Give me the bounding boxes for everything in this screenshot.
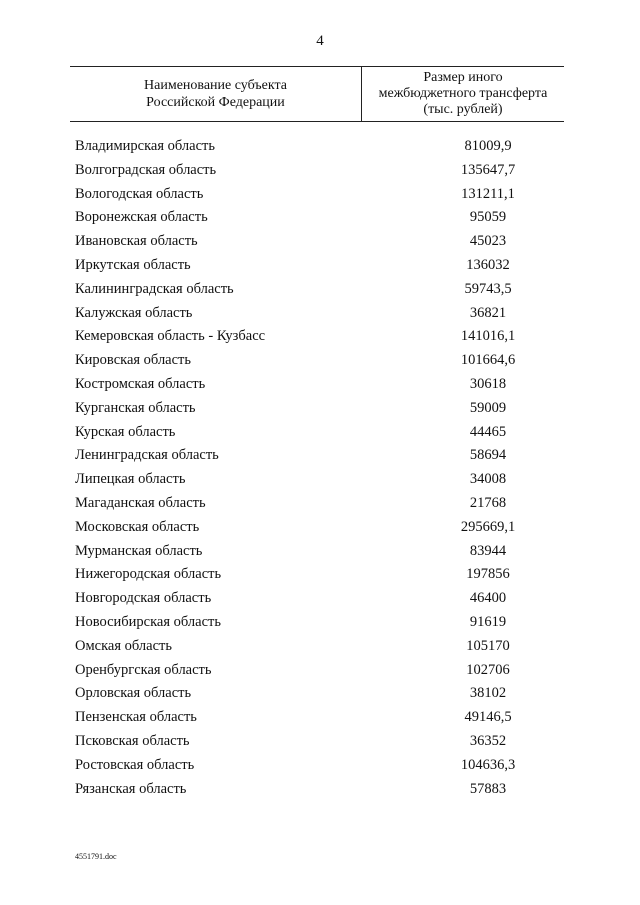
table-row: [75, 350, 564, 374]
table-row: [75, 279, 564, 303]
table-row: [75, 707, 564, 731]
region-name: Иркутская область: [75, 256, 191, 273]
transfer-amount: 34008: [469, 471, 507, 488]
transfer-amount: 141016,1: [460, 328, 516, 345]
region-name: Кировская область: [75, 352, 192, 369]
transfer-amount: 104636,3: [460, 756, 516, 773]
transfer-amount: 295669,1: [460, 518, 516, 535]
region-name: Вологодская область: [75, 185, 204, 202]
table-header: [70, 66, 564, 122]
region-name: Мурманская область: [75, 542, 203, 559]
region-name: Костромская область: [75, 375, 206, 392]
transfer-amount: 59009: [469, 399, 507, 416]
table-row: [75, 231, 564, 255]
region-name: Нижегородская область: [75, 566, 222, 583]
transfer-amount: 46400: [469, 590, 507, 607]
transfer-amount: 131211,1: [461, 185, 515, 202]
region-name: Курская область: [75, 423, 176, 440]
transfer-amount: 135647,7: [460, 161, 516, 178]
table-row: [75, 779, 564, 803]
table-row: [75, 755, 564, 779]
transfer-amount: 101664,6: [460, 352, 516, 369]
page-number: 4: [316, 33, 324, 49]
header-subject-name: Наименование субъекта Российской Федерации: [144, 78, 287, 110]
region-name: Рязанская область: [75, 780, 187, 797]
region-name: Калужская область: [75, 304, 193, 321]
table-row: [75, 493, 564, 517]
region-name: Ивановская область: [75, 233, 198, 250]
region-name: Орловская область: [75, 685, 192, 702]
transfer-amount: 45023: [469, 233, 507, 250]
table-row: [75, 303, 564, 327]
region-name: Магаданская область: [75, 494, 206, 511]
table-row: [75, 588, 564, 612]
table-row: [75, 255, 564, 279]
table-row: [75, 636, 564, 660]
region-name: Кемеровская область - Кузбасс: [75, 328, 266, 345]
transfer-amount: 59743,5: [464, 280, 512, 297]
region-name: Новгородская область: [75, 590, 212, 607]
transfer-amount: 38102: [469, 685, 507, 702]
table-row: [75, 207, 564, 231]
region-name: Пензенская область: [75, 709, 197, 726]
region-name: Московская область: [75, 518, 200, 535]
table-row: [75, 612, 564, 636]
table-row: [75, 160, 564, 184]
region-name: Ростовская область: [75, 756, 195, 773]
region-name: Псковская область: [75, 732, 190, 749]
transfer-amount: 91619: [469, 613, 507, 630]
transfer-amount: 197856: [466, 566, 510, 583]
transfer-amount: 95059: [469, 209, 507, 226]
table-row: [75, 660, 564, 684]
transfer-amount: 57883: [469, 780, 507, 797]
table-row: [75, 517, 564, 541]
document-code: 4551791.doc: [75, 852, 117, 861]
region-name: Омская область: [75, 637, 172, 654]
transfer-amount: 102706: [466, 661, 510, 678]
transfer-amount: 83944: [469, 542, 507, 559]
transfer-amount: 58694: [469, 447, 507, 464]
transfer-amount: 136032: [466, 256, 510, 273]
table-row: [75, 564, 564, 588]
transfer-amount: 30618: [469, 375, 507, 392]
table-row: [75, 326, 564, 350]
table-row: [75, 541, 564, 565]
table-row: [75, 184, 564, 208]
region-name: Ленинградская область: [75, 447, 219, 464]
transfer-amount: 36352: [469, 732, 507, 749]
transfer-amount: 49146,5: [464, 709, 512, 726]
region-name: Воронежская область: [75, 209, 208, 226]
transfer-amount: 81009,9: [464, 138, 512, 154]
table-row: [75, 422, 564, 446]
table-row: [75, 374, 564, 398]
region-name: Курганская область: [75, 399, 196, 416]
region-name: Калининградская область: [75, 280, 234, 297]
table-row: [75, 398, 564, 422]
table-row: [75, 731, 564, 755]
region-name: Липецкая область: [75, 471, 186, 488]
header-transfer-amount: Размер иного межбюджетного трансферта (тыс. рублей): [378, 70, 548, 117]
region-name: Волгоградская область: [75, 161, 217, 178]
transfer-amount: 44465: [469, 423, 507, 440]
table-row: [75, 683, 564, 707]
table-row: [75, 136, 564, 160]
table-body: [75, 136, 564, 802]
table-row: [75, 469, 564, 493]
region-name: Владимирская область: [75, 138, 215, 154]
transfer-amount: 105170: [466, 637, 510, 654]
region-name: Новосибирская область: [75, 613, 221, 630]
transfer-amount: 21768: [469, 494, 507, 511]
region-name: Оренбургская область: [75, 661, 212, 678]
table-row: [75, 445, 564, 469]
transfer-amount: 36821: [469, 304, 507, 321]
